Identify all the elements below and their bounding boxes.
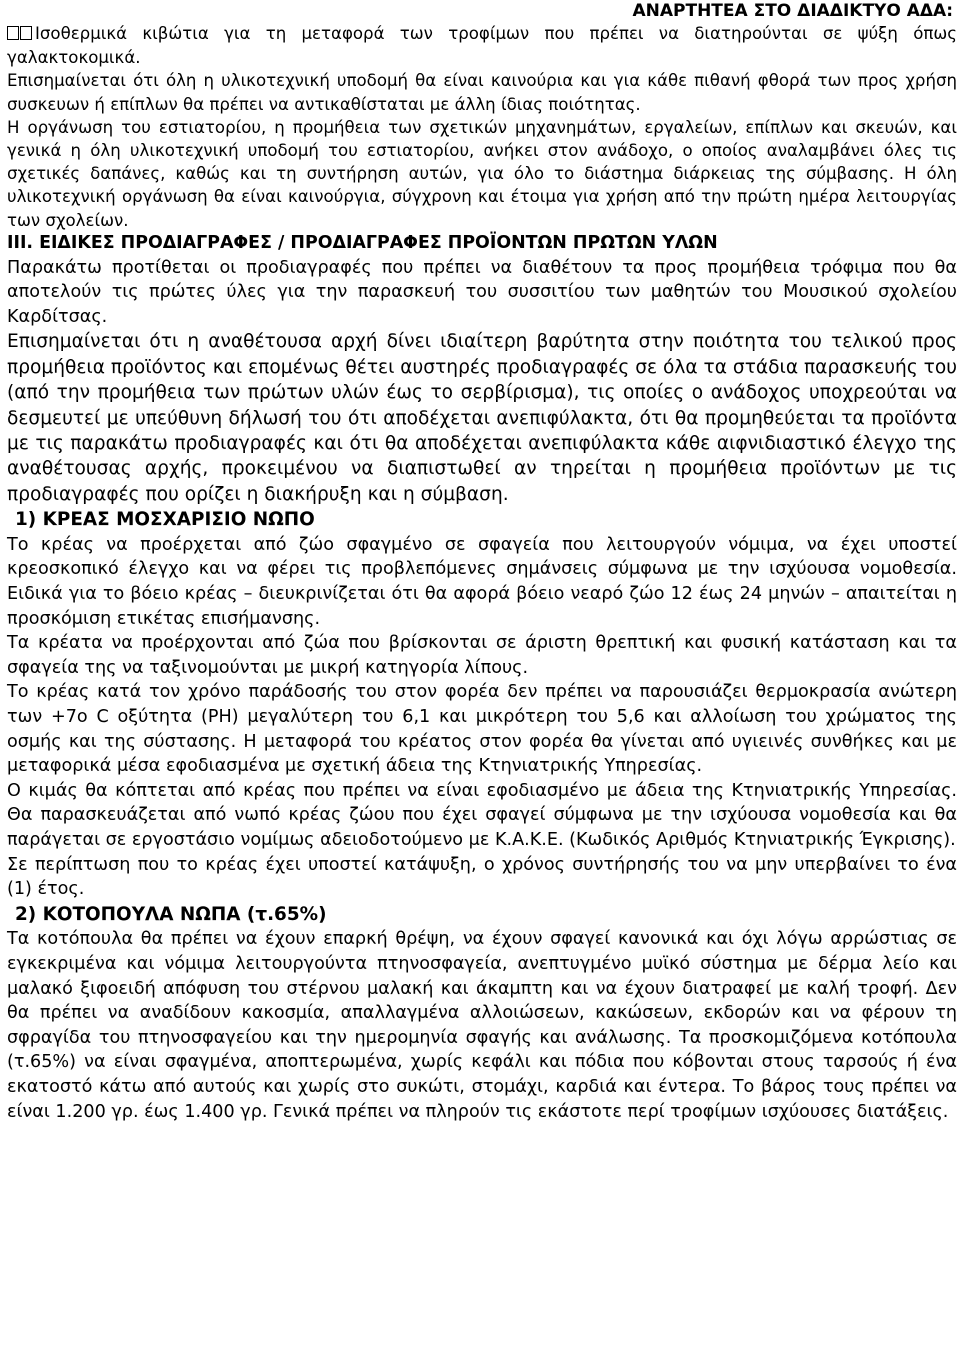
item-1-paragraph-3: Το κρέας κατά τον χρόνο παράδοσής του στον φορέα δεν πρέπει να παρουσιάζει θερμοκρασία ανώτερη των +7ο C οξύτητα (PH) μεγαλύτερη του 6,1 και μικρότερη του 5,6 και αλλοίωση του χρώματος της οσμής και της σύστασης. Η μεταφορά του κρέατος στον φορέα θα γίνεται από υγιεινές συνθήκες και με μεταφορικά μέσα εφοδιασμένα με σχετική άδεια της Κτηνιατρικής Υπηρεσίας.: [7, 682, 957, 777]
intro-paragraph-2: Επισημαίνεται ότι όλη η υλικοτεχνική υποδομή θα είναι καινούρια και για κάθε πιθανή φθορά των προς χρήση συσκευων ή επίπλων θα πρέπει να αντικαθίσταται με άλλη ίδιας ποιότητας.: [7, 71, 957, 114]
item-1-paragraph-5: Σε περίπτωση που το κρέας έχει υποστεί κατάψυξη, ο χρόνος συντήρησής του να μην υπερβαίνει το ένα (1) έτος.: [7, 854, 957, 900]
section-3-title: ΙΙΙ. ΕΙΔΙΚΕΣ ΠΡΟΔΙΑΓΡΑΦΕΣ / ΠΡΟΔΙΑΓΡΑΦΕΣ ΠΡΟΪΟΝΤΩΝ ΠΡΩΤΩΝ ΥΛΩΝ: [7, 232, 718, 253]
page-header: ΑΝΑΡΤΗΤΕΑ ΣΤΟ ΔΙΑΔΙΚΤΥΟ ΑΔΑ:: [632, 1, 953, 21]
section-3-paragraph-1: Παρακάτω προτίθεται οι προδιαγραφές που πρέπει να διαθέτουν τα προς προμήθεια τρόφιμα που θα αποτελούν τις πρώτες ύλες για την παρασκευή του συσσιτίου των μαθητών του Μουσικού σχολείου Καρδίτσας.: [7, 257, 957, 327]
section-3-paragraph-2: Επισημαίνεται ότι η αναθέτουσα αρχή δίνει ιδιαίτερη βαρύτητα στην ποιότητα του τελικού προς προμήθεια προϊόντος και επομένως θέτει αυστηρές προδιαγραφές σε όλα τα στάδια παρασκευής του (από την προμήθεια των πρώτων υλών έως το σερβίρισμα), τις οποίες ο ανάδοχος υποχρεούται να δεσμευτεί με υπεύθυνη δήλωσή του ότι αποδέχεται ανεπιφύλακτα, ότι θα προμηθεύεται τα προϊόντα με τις παρακάτω προδιαγραφές και ότι θα αποδέχεται ανεπιφύλακτα κάθε αιφνιδιαστικό έλεγχο της αναθέτουσας αρχής, προκειμένου να διαπιστωθεί αν τηρείται η προμήθεια προϊόντων με τις προδιαγραφές που ορίζει η διακήρυξη και η σύμβαση.: [7, 331, 957, 505]
item-1-paragraph-4: Ο κιμάς θα κόπτεται από κρέας που πρέπει να είναι εφοδιασμένο με άδεια της Κτηνιατρικής Υπηρεσίας. Θα παρασκευάζεται από νωπό κρέας ζώου που έχει σφαγεί σύμφωνα με την ισχύουσα νομοθεσία και θα παράγεται σε εργοστάσιο νομίμως αδειοδοτούμενο με Κ.Α.Κ.Ε. (Κωδικός Αριθμός Κτηνιατρικής Έγκρισης).: [7, 780, 957, 850]
checkbox-glyphs-icon: [7, 23, 33, 46]
item-2-paragraph-1: Τα κοτόπουλα θα πρέπει να έχουν επαρκή θρέψη, να έχουν σφαγεί κανονικά και όχι λόγω αρρώστιας σε εγκεκριμένα και νόμιμα λειτουργούντα πτηνοσφαγεία, ανεπτυγμένο μυϊκό σύστημα με δέρμα λείο και μαλακό ξιφοειδή απόφυση του στέρνου μαλακή και άκαμπτη και να έχουν διατραφεί με καλή τροφή. Δεν θα πρέπει να αναδίδουν κακοσμία, απαλλαγμένα αλλοιώσεων, κακώσεων, εκδορών και να φέρουν τη σφραγίδα του πτηνοσφαγείου και την ημερομηνία σφαγής και ανάλωσης. Τα προσκομιζόμενα κοτόπουλα (τ.65%) να είναι σφαγμένα, αποπτερωμένα, χωρίς κεφάλι και πόδια που κόβονται στους ταρσούς ή ένα εκατοστό κάτω από αυτούς και χωρίς στο συκώτι, στομάχι, καρδιά και έντερα. Το βάρος τους πρέπει να είναι 1.200 γρ. έως 1.400 γρ. Γενικά πρέπει να πληρούν τις εκάστοτε περί τροφίμων ισχύουσες διατάξεις.: [7, 929, 957, 1122]
intro-paragraph-1-text: Ισοθερμικά κιβώτια για τη μεταφορά των τροφίμων που πρέπει να διατηρούνται σε ψύξη όπως γαλακτοκομικά.: [7, 24, 957, 68]
item-2-title: 2) ΚΟΤΟΠΟΥΛΑ ΝΩΠΑ (τ.65%): [15, 903, 327, 925]
item-1-paragraph-1: Το κρέας να προέρχεται από ζώο σφαγμένο σε σφαγεία που λειτουργούν νόμιμα, να έχει υποστεί κρεοσκοπικό έλεγχο και να φέρει τις προβλεπόμενες σημάνσεις σύμφωνα με την ισχύουσα νομοθεσία. Ειδικά για το βόειο κρέας – διευκρινίζεται ότι θα αφορά βόειο νεαρό ζώο 12 έως 24 μηνών – απαιτείται η προσκόμιση ετικέτας επισήμανσης.: [7, 534, 957, 629]
item-1-paragraph-2: Τα κρέατα να προέρχονται από ζώα που βρίσκονται σε άριστη θρεπτική και φυσική κατάσταση και τα σφαγεία της να ταξινομούνται με μικρή κατηγορία λίπους.: [7, 633, 957, 678]
document-page: [7, 0, 957, 1124]
intro-paragraph-1: [7, 22, 957, 69]
intro-paragraph-3: Η οργάνωση του εστιατορίου, η προμήθεια των σχετικών μηχανημάτων, εργαλείων, επίπλων και σκευών, και γενικά η όλη υλικοτεχνική υποδομή του εστιατορίου, ανήκει στον ανάδοχο, ο οποίος αναλαμβάνει όλες τις σχετικές δαπάνες, καθώς και τη συντήρηση αυτών, για όλο το διάστημα διάρκειας της σύμβασης. Η όλη υλικοτεχνική οργάνωση θα είναι καινούργια, σύγχρονη και έτοιμα για χρήση από την πρώτη ημέρα λειτουργίας των σχολείων.: [7, 117, 957, 230]
item-1-title: 1) ΚΡΕΑΣ ΜΟΣΧΑΡΙΣΙΟ ΝΩΠΟ: [15, 509, 315, 531]
